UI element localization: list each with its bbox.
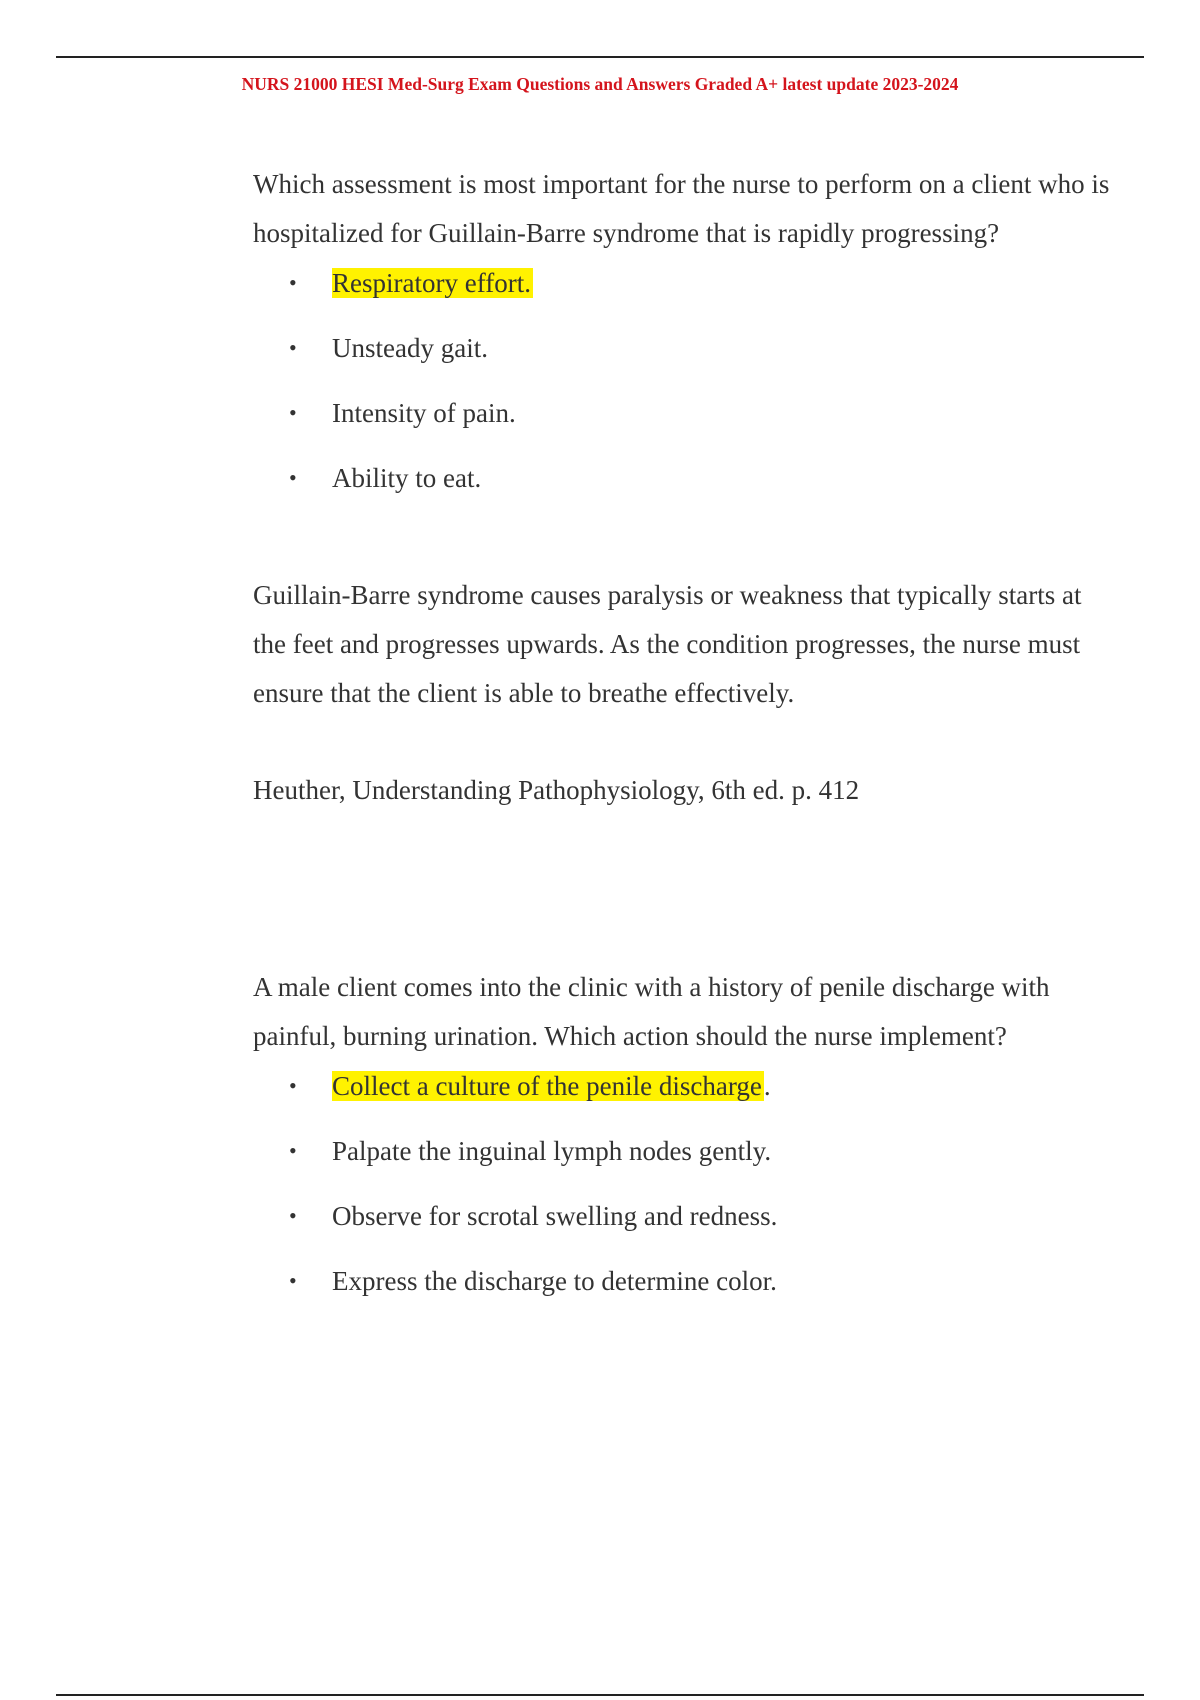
bullet-icon: • <box>289 1268 297 1293</box>
option-text: Express the discharge to determine color. <box>332 1266 777 1296</box>
rationale-paragraph: Guillain-Barre syndrome causes paralysis or weakness that typically starts at the feet and progresses upwards. As the condition progresses, the nurse must ensure that the client is able to breathe effectively. <box>253 580 1082 708</box>
reference-citation: Heuther, Understanding Pathophysiology, 6th ed. p. 412 <box>253 775 860 805</box>
option-item <box>253 263 1113 328</box>
header-title: NURS 21000 HESI Med-Surg Exam Questions and Answers Graded A+ latest update 2023-2024 <box>241 74 959 94</box>
bullet-icon: • <box>289 1203 297 1228</box>
option-item <box>253 328 1113 393</box>
option-item <box>253 1196 1113 1261</box>
option-item <box>253 1261 1113 1326</box>
option-item <box>253 1066 1113 1131</box>
question-2-prompt: A male client comes into the clinic with a history of penile discharge with painful, burning urination. Which action should the nurse implement? <box>253 972 1050 1051</box>
bullet-icon: • <box>289 1073 297 1098</box>
option-text: Unsteady gait. <box>332 333 488 363</box>
option-text: Intensity of pain. <box>332 398 516 428</box>
question-1-options <box>253 263 1113 523</box>
bottom-rule <box>56 1694 1144 1696</box>
highlighted-answer: Collect a culture of the penile discharge <box>332 1071 762 1101</box>
bullet-icon: • <box>289 465 297 490</box>
document-body <box>253 160 1113 1326</box>
option-item <box>253 393 1113 458</box>
option-text: Ability to eat. <box>332 463 482 493</box>
bullet-icon: • <box>289 400 297 425</box>
bullet-icon: • <box>289 270 297 295</box>
option-item <box>253 458 1113 523</box>
question-1-prompt: Which assessment is most important for the nurse to perform on a client who is hospitalized for Guillain-Barre syndrome that is rapidly progressing? <box>253 169 1110 248</box>
option-text: Observe for scrotal swelling and redness. <box>332 1201 778 1231</box>
bullet-icon: • <box>289 335 297 360</box>
top-rule <box>56 56 1144 58</box>
question-2-options <box>253 1066 1113 1326</box>
option-text: Palpate the inguinal lymph nodes gently. <box>332 1136 772 1166</box>
option-item <box>253 1131 1113 1196</box>
option-trailing-punct: . <box>763 1071 771 1101</box>
page-header <box>0 74 1200 95</box>
highlighted-answer: Respiratory effort. <box>332 268 531 298</box>
bullet-icon: • <box>289 1138 297 1163</box>
